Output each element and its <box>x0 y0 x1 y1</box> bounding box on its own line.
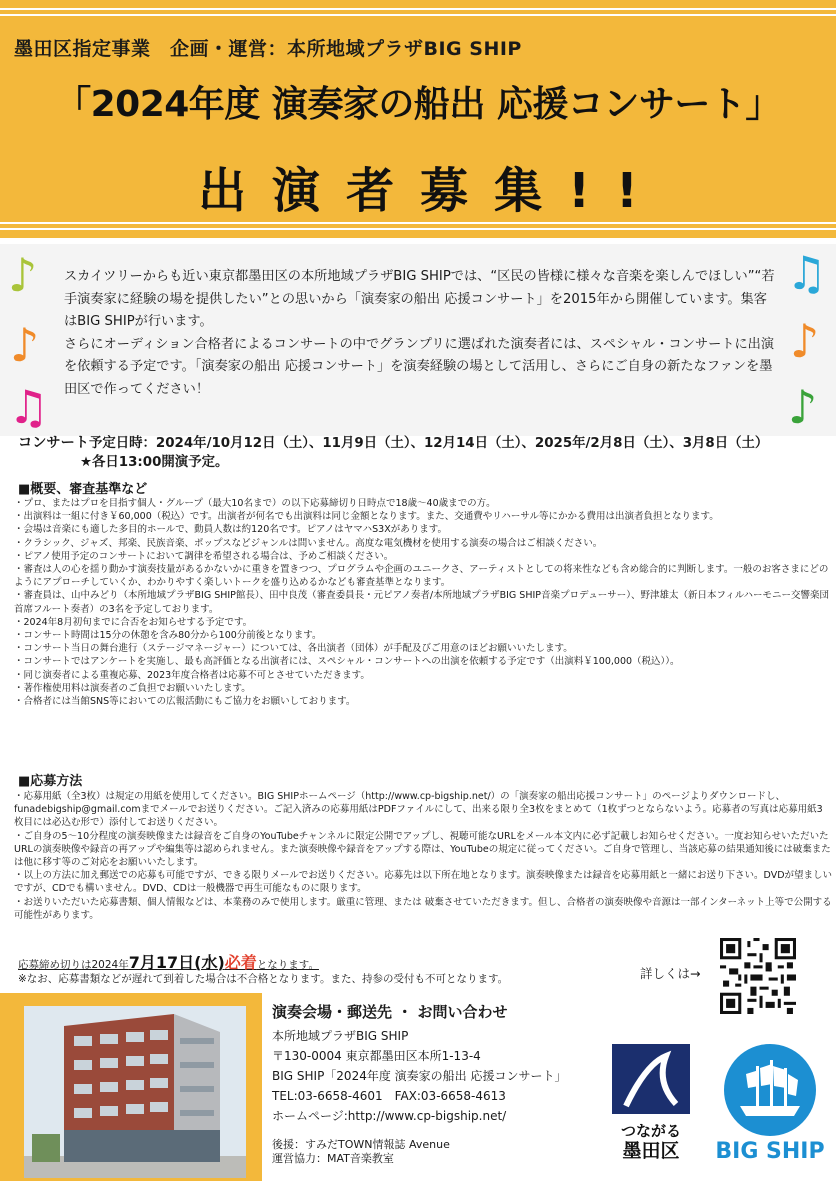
venue-title: 演奏会場・郵送先 ・ お問い合わせ <box>272 1003 508 1021</box>
header-banner <box>0 0 836 238</box>
concert-schedule <box>18 434 828 472</box>
qr-code-icon[interactable] <box>720 938 796 1014</box>
header-stripe <box>0 14 836 16</box>
intro-paragraph: スカイツリーからも近い東京都墨田区の本所地域プラザBIG SHIPでは、“区民の皆様に様々な音楽を楽しんでほしい”“若手演奏家に経験の場を提供したい”との思いから「演奏家の船出 応援コンサート」を2015年から開催しています。集客はBIG SHIPが行います。 <box>64 269 775 330</box>
music-note-icon: ♪ <box>790 314 820 368</box>
music-note-icon: ♪ <box>10 318 40 372</box>
intro-paragraph: さらにオーディション合格者によるコンサートの中でグランプリに選ばれた演奏者には、スペシャル・コンサートに出演を依頼する予定です。「演奏家の船出 応援コンサート」を演奏経験の場として活用し、さらにご自身の新たなファンを墨田区で作ってください！ <box>64 336 775 397</box>
list-item: ・2024年8月初旬までに合否をお知らせする予定です。 <box>14 616 253 628</box>
music-note-icon: ♫ <box>8 380 50 434</box>
deadline-note: ※なお、応募書類などが遅れて到着した場合は不合格となります。また、持参の受付も不可となります。 <box>18 973 509 985</box>
apply-heading: ■応募方法 <box>18 774 83 789</box>
apply-list <box>14 790 832 922</box>
overview-list <box>14 497 832 708</box>
list-item: ・お送りいただいた応募書類、個人情報などは、本業務のみで使用します。厳重に管理、または 破棄させていただきます。但し、合格者の演奏映像や音源は一部インターネット上等で公開する可能性があります。 <box>14 896 832 921</box>
venue-address: 〒130-0004 東京都墨田区本所1-13-4 <box>272 1049 481 1063</box>
sumida-logo-line2: 墨田区 <box>622 1140 680 1160</box>
deadline-date: 7月17日(水) <box>128 953 225 972</box>
deadline-pre: 応募締め切りは2024年 <box>18 959 129 971</box>
venue-phone: TEL:03-6658-4601 FAX:03-6658-4613 <box>272 1089 506 1103</box>
list-item: ・審査員は、山中みどり（本所地域プラザBIG SHIP館長）、田中良茂（審査委員長・元ピアノ奏者/本所地域プラザBIG SHIP音楽プロデューサー）、野津雄太（新日本フィルハーモニー交響楽団首席フルート奏者）の3名を予定しております。 <box>14 590 830 615</box>
more-info-label: 詳しくは→ <box>640 966 701 981</box>
list-item: ・応募用紙（全3枚）は規定の用紙を使用してください。BIG SHIPホームページ（http://www.cp-bigship.net/）の「演奏家の船出応援コンサート」のページよりダウンロードし、funadebigship@gmail.comまでメールでお送りください。ご記入済みの応募用紙はPDFファイルにして、出来る限り全3枚をまとめて（1枚ずつとならないよう。応募者の写真は応募用紙3枚目には必込む形で）添付してお送りください。 <box>14 791 823 829</box>
venue-info <box>272 1002 602 1166</box>
cooperation-credit: 運営協力：MAT音楽教室 <box>272 1152 394 1165</box>
list-item: ・以上の方法に加え郵送での応募も可能ですが、できる限りメールでお送りください。応募先は以下所在地となります。演奏映像または録音を応募用紙と一緒にお送り下さい。DVDが望ましいですが、CDでも構いません。DVD、CDは一般機器で再生可能なものに限ります。 <box>14 870 833 895</box>
header-stripe <box>0 8 836 10</box>
deadline-post: となります。 <box>256 959 319 971</box>
venue-website[interactable]: ホームページ:http://www.cp-bigship.net/ <box>272 1109 507 1123</box>
concert-time: ★各日13:00開演予定。 <box>80 455 229 470</box>
list-item: ・ピアノ使用予定のコンサートにおいて調律を希望される場合は、予めご相談ください。 <box>14 550 394 562</box>
list-item: ・著作権使用料は演奏者のご負担でお願いいたします。 <box>14 682 251 694</box>
organizer-line: 墨田区指定事業 企画・運営：本所地域プラザBIG SHIP <box>14 38 522 60</box>
building-photo <box>24 1006 246 1178</box>
venue-name: 本所地域プラザBIG SHIP <box>272 1029 409 1043</box>
page-title: 「2024年度 演奏家の船出 応援コンサート」 <box>55 84 781 125</box>
list-item: ・クラシック、ジャズ、邦楽、民族音楽、ポップスなどジャンルは問いません。高度な電気機材を使用する演奏の場合はご相談ください。 <box>14 537 603 549</box>
list-item: ・出演料は一組に付き￥60,000（税込）です。出演者が何名でも出演料は同じ金額となります。また、交通費やリハーサル等にかかる費用は出演者負担となります。 <box>14 511 719 523</box>
header-stripe <box>0 222 836 224</box>
music-note-icon: ♪ <box>8 248 38 302</box>
venue-addressee: BIG SHIP「2024年度 演奏家の船出 応援コンサート」 <box>272 1069 567 1083</box>
concert-dates: 予定日時：2024年/10月12日（土）、11月9日（土）、12月14日（土）、2025年/2月8日（土）、3月8日（土） <box>88 436 769 451</box>
list-item: ・審査は人の心を揺り動かす演奏技量があるかないかに重きを置きつつ、プログラムや企画のユニークさ、アーティストとしての将来性なども含め総合的に判断します。一般のお客さまにどのようにアプローチしていくか、わかりやすく楽しいトークを盛り込めるかなども審査基準となります。 <box>14 564 829 589</box>
list-item: ・ご自身の5～10分程度の演奏映像または録音をご自身のYouTubeチャンネルに限定公開でアップし、視聴可能なURLをメール本文内に必ず記載しお知らせください。一度お知らせいただいたURLの演奏映像や録音の再アップや編集等は認められません。また演奏映像や録音をアップする際は、YouTubeの規定に従ってください。ご自身で管理し、当該応募の結果通知後には破棄または他に移す等のご対応をお願いいたします。 <box>14 830 831 869</box>
list-item: ・プロ、またはプロを目指す個人・グループ（最大10名まで）の以下応募締切り日時点で18歳～40歳までの方。 <box>14 498 496 509</box>
list-item: ・同じ演奏者による重複応募、2023年度合格者は応募不可とさせていただきます。 <box>14 669 370 681</box>
sumida-city-logo <box>606 1044 696 1160</box>
bigship-logo <box>706 1040 834 1164</box>
header-stripe <box>0 228 836 230</box>
sumida-logo-line1: つながる <box>620 1122 682 1140</box>
deadline-notice <box>18 953 638 986</box>
music-note-icon: ♪ <box>788 380 818 434</box>
list-item: ・合格者には当館SNS等においての広報活動にもご協力をお願いしております。 <box>14 696 356 708</box>
music-note-icon: ♫ <box>786 246 828 300</box>
deadline-must: 必着 <box>224 953 257 972</box>
page-subtitle: 出演者募集!! <box>198 163 664 219</box>
bigship-logo-text: BIG SHIP <box>715 1139 825 1164</box>
intro-text <box>64 266 780 402</box>
concert-label: コンサート <box>18 435 89 451</box>
list-item: ・コンサート時間は15分の休憩を含み80分から100分前後となります。 <box>14 630 322 642</box>
overview-heading: ■概要、審査基準など <box>18 482 148 497</box>
list-item: ・コンサート当日の舞台進行（ステージマネージャー）については、各出演者（団体）が手配及びご用意のほどお願いいたします。 <box>14 643 573 655</box>
list-item: ・コンサートではアンケートを実施し、最も高評価となる出演者には、スペシャル・コンサートへの出演を依頼する予定です（出演料￥100,000（税込））。 <box>14 656 680 668</box>
list-item: ・会場は音楽にも適した多目的ホールで、動員人数は約120名です。ピアノはヤマハS3Xがあります。 <box>14 524 447 536</box>
sponsor-credit: 後援：すみだTOWN情報誌 Avenue <box>272 1138 450 1151</box>
